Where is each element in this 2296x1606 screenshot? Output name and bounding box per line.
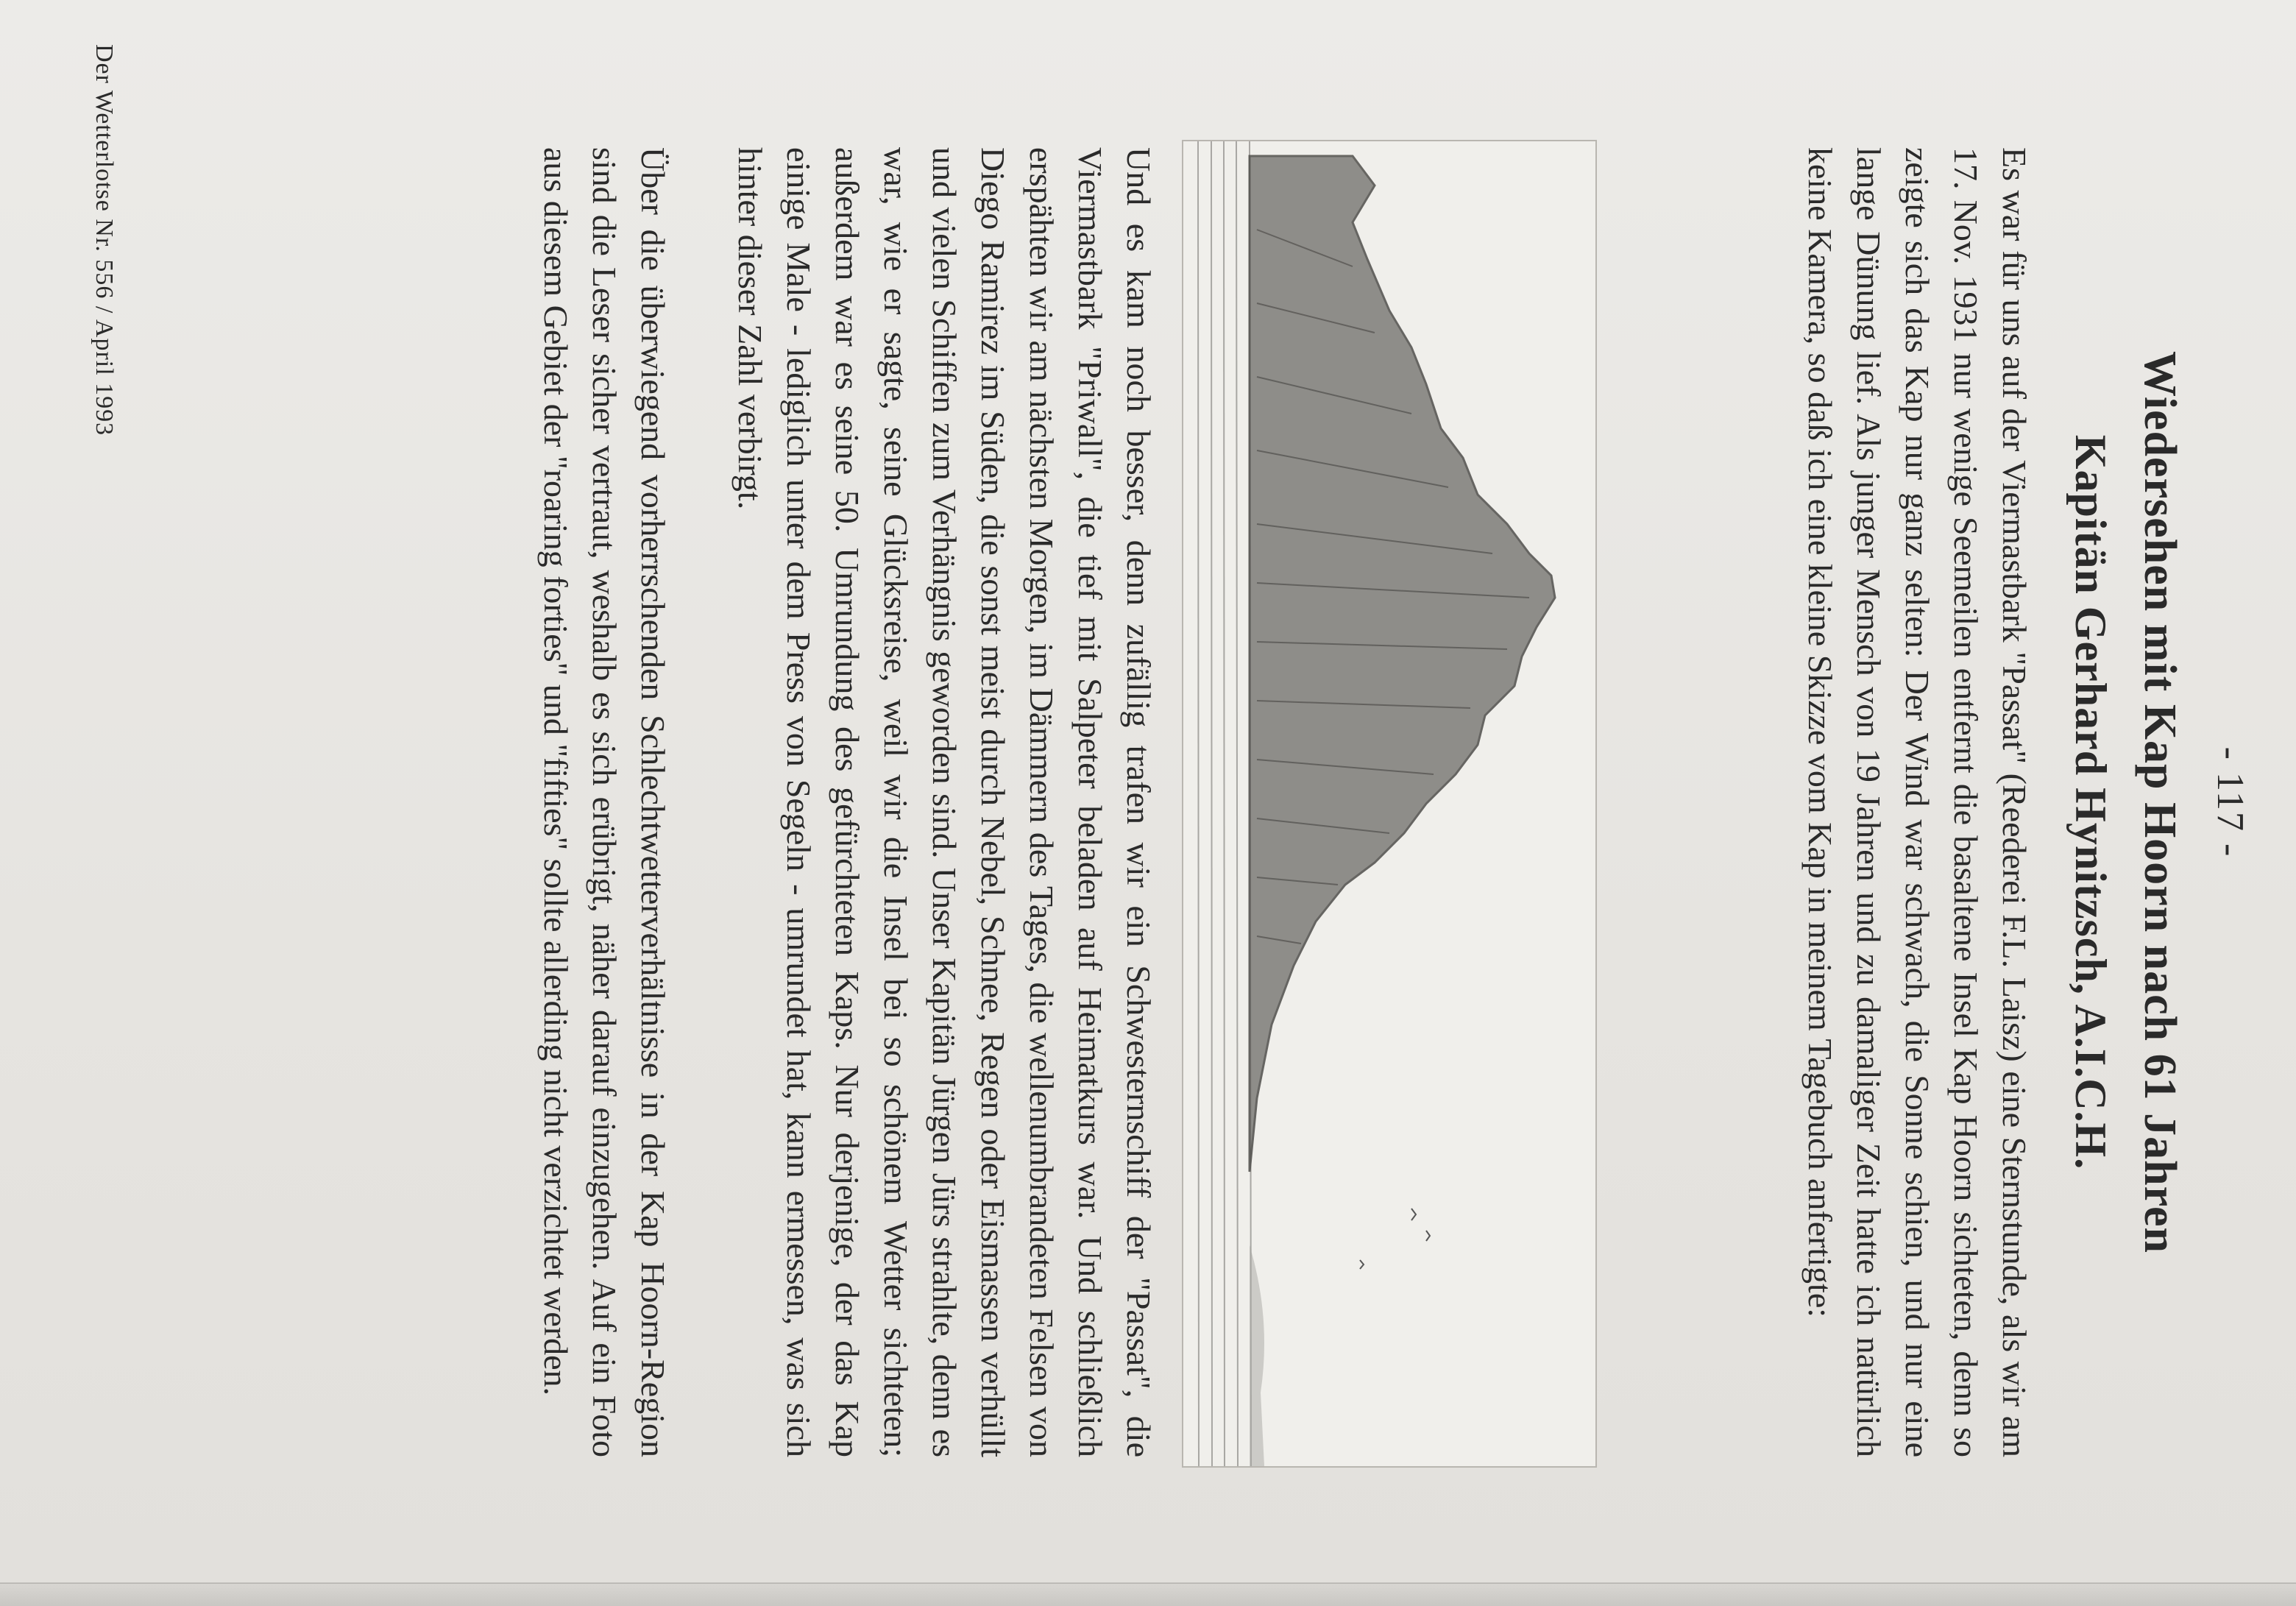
cape-horn-sketch-image — [1182, 140, 1597, 1468]
rotated-document-page — [52, 29, 2252, 1575]
body-paragraph-3: Über die überwiegend vorherrschenden Schlechtwetterverhältnisse in der Kap Hoorn-Region sind die Leser sicher vertraut, weshalb es sich erübrigt, näher darauf einzugehen. Auf ein Foto aus diesem Gebiet der "roaring forties" und "fifties" sollte allerding nicht verzichtet werden. — [537, 147, 672, 1457]
cape-horn-sketch-drawing — [1183, 141, 1595, 1466]
article-author: Kapitän Gerhard Hynitzsch, A.I.C.H. — [2066, 434, 2115, 1170]
article-title: Wiedersehen mit Kap Hoorn nach 61 Jahren — [2135, 350, 2185, 1254]
body-paragraph-1: Es war für uns auf der Viermastbark "Passat" (Reederei F.L. Laisz) eine Sternstunde, als wir am 17. Nov. 1931 nur wenige Seemeilen entfernt die basaltene Insel Kap Hoorn sichteten, denn so zeigte sich das Kap nur ganz selten: Der Wind war schwach, die Sonne schien, und nur eine lange Dünung lief. Als junger Mensch von 19 Jahren und zu damaliger Zeit hatte ich natürlich keine Kamera, so daß ich eine kleine Skizze vom Kap in meinem Tagebuch anfertigte: — [1801, 147, 2033, 1457]
publication-footer: Der Wetterlotse Nr. 556 / April 1993 — [91, 44, 118, 436]
body-paragraph-2: Und es kam noch besser, denn zufällig trafen wir ein Schwesternschiff der "Passat", die Viermastbark "Priwall", die tief mit Salpeter beladen auf Heimatkurs war. Und schließlich erspähten wir am nächsten Morgen, im Dämmern des Tages, die wellenumbrandeten Felsen von Diego Ramirez im Süden, die sonst meist durch Nebel, Schnee, Regen oder Eismassen verhüllt und vielen Schiffen zum Verhängnis geworden sind. Unser Kapitän Jürgen Jürs strahlte, denn es war, wie er sagte, seine Glücksreise, weil wir die Insel bei so schönem Wetter sichteten; außerdem war es seine 50. Umrundung des gefürchteten Kaps. Nur derjenige, der das Kap einige Male - lediglich unter dem Press von Segeln - umrundet hat, kann ermessen, was sich hinter dieser Zahl verbirgt. — [731, 147, 1158, 1457]
page-number: - 117 - — [2209, 746, 2251, 858]
scanner-bottom-edge — [0, 1582, 2296, 1606]
